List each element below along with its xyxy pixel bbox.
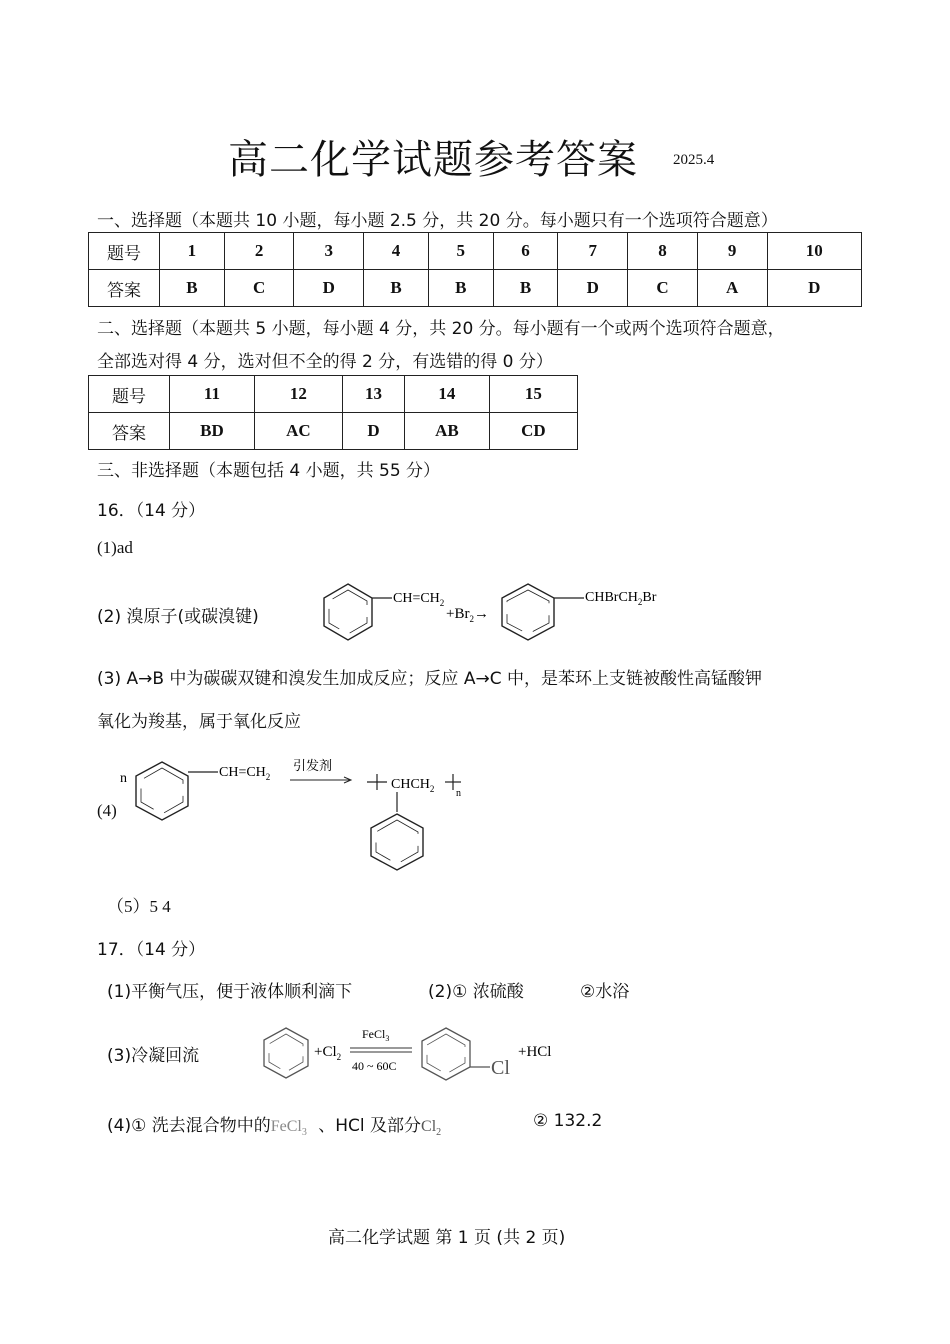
exam-date: 2025.4 bbox=[673, 152, 715, 168]
answer-cell: BD bbox=[170, 413, 255, 450]
q16-answer-2-label: (2) 溴原子(或碳溴键) bbox=[97, 607, 259, 627]
catalyst-label: 引发剂 bbox=[293, 758, 333, 773]
q17-answer-4-2: ② 132.2 bbox=[533, 1111, 603, 1131]
q17-answer-2-2: ②水浴 bbox=[580, 982, 630, 1002]
fecl3-formula: FeCl$_3$ bbox=[270, 1118, 307, 1139]
benzene-ring bbox=[502, 584, 554, 640]
benzene-ring-inner bbox=[269, 1034, 303, 1072]
polymer-chain: $CHCH_2$ bbox=[391, 777, 435, 794]
reactant-chain: $CH=CH_2$ bbox=[393, 591, 445, 608]
temperature-label: 40 ~ 60C bbox=[352, 1059, 397, 1073]
table-row-answers bbox=[89, 270, 862, 307]
cl2-formula: $Cl_2$ bbox=[421, 1118, 442, 1139]
question-number: 12 bbox=[254, 376, 342, 413]
row-label-answer: 答案 bbox=[89, 270, 160, 307]
question-number: 8 bbox=[628, 233, 698, 270]
answer-cell: D bbox=[342, 413, 404, 450]
q16-answer-1: (1)ad bbox=[97, 538, 133, 557]
section2-heading-line1: 二、选择题（本题共 5 小题，每小题 4 分，共 20 分。每小题有一个或两个选项符合题意， bbox=[97, 319, 785, 339]
answer-cell: AB bbox=[404, 413, 489, 450]
answer-cell: D bbox=[767, 270, 862, 307]
benzene-ring-inner bbox=[141, 768, 183, 814]
section2-heading-line2: 全部选对得 4 分，选对但不全的得 2 分，有选错的得 0 分） bbox=[97, 352, 553, 372]
answer-cell: D bbox=[558, 270, 628, 307]
answer-cell: CD bbox=[489, 413, 577, 450]
product-chain: CHBrCH$_2$Br bbox=[585, 590, 657, 607]
q16-header: 16．（14 分） bbox=[97, 501, 206, 521]
benzene-ring-inner bbox=[376, 820, 418, 864]
question-number: 14 bbox=[404, 376, 489, 413]
q17-answer-1: (1)平衡气压，便于液体顺利滴下 bbox=[107, 982, 353, 1002]
table-row-questions bbox=[89, 233, 862, 270]
row-label-question: 题号 bbox=[89, 233, 160, 270]
question-number: 10 bbox=[767, 233, 862, 270]
answer-cell: A bbox=[697, 270, 767, 307]
question-number: 1 bbox=[160, 233, 225, 270]
q17-answer-4-1 bbox=[107, 1111, 441, 1138]
benzene-ring bbox=[371, 814, 423, 870]
q17-header: 17．（14 分） bbox=[97, 940, 206, 960]
q16-answer-3-line2: 氧化为羧基，属于氧化反应 bbox=[97, 712, 301, 732]
benzene-ring-inner bbox=[329, 590, 367, 634]
row-label-question: 题号 bbox=[89, 376, 170, 413]
q16-answer-5: （5）5 4 bbox=[107, 897, 171, 916]
section1-heading: 一、选择题（本题共 10 小题，每小题 2.5 分，共 20 分。每小题只有一个选项符合题意） bbox=[97, 211, 778, 231]
catalyst-label: FeCl$_3$ bbox=[362, 1027, 390, 1043]
question-number: 9 bbox=[697, 233, 767, 270]
answer-cell: B bbox=[493, 270, 558, 307]
q16-polymerization-equation bbox=[115, 752, 485, 880]
q16-answer-3-line1: (3) A→B 中为碳碳双键和溴发生加成反应；反应 A→C 中，是苯环上支链被酸性高锰酸钾 bbox=[97, 669, 762, 689]
answer-cell: B bbox=[160, 270, 225, 307]
answer-cell: B bbox=[364, 270, 429, 307]
q17-answer-3-label: (3)冷凝回流 bbox=[107, 1046, 200, 1066]
table-row-questions bbox=[89, 376, 578, 413]
q17-chlorination-equation bbox=[258, 1022, 578, 1084]
table-row-answers bbox=[89, 413, 578, 450]
q17-answer-2-1: (2)① 浓硫酸 bbox=[428, 982, 524, 1002]
question-number: 5 bbox=[428, 233, 493, 270]
question-number: 15 bbox=[489, 376, 577, 413]
benzene-ring bbox=[324, 584, 372, 640]
q17-answer-4-text: (4)① 洗去混合物中的 bbox=[107, 1116, 271, 1136]
question-number: 6 bbox=[493, 233, 558, 270]
page-title: 高二化学试题参考答案 bbox=[228, 137, 638, 183]
hcl-product: +HCl bbox=[518, 1044, 552, 1060]
question-number: 2 bbox=[224, 233, 294, 270]
question-number: 13 bbox=[342, 376, 404, 413]
benzene-ring bbox=[422, 1028, 470, 1080]
coefficient-n: n bbox=[120, 771, 127, 786]
benzene-ring-inner bbox=[507, 590, 549, 634]
question-number: 7 bbox=[558, 233, 628, 270]
page-footer: 高二化学试题 第 1 页 (共 2 页) bbox=[328, 1228, 566, 1248]
answer-cell: C bbox=[224, 270, 294, 307]
polymer-n: n bbox=[456, 788, 461, 799]
question-number: 11 bbox=[170, 376, 255, 413]
benzene-ring bbox=[264, 1028, 308, 1078]
question-number: 4 bbox=[364, 233, 429, 270]
q16-answer-4-label: (4) bbox=[97, 801, 117, 820]
row-label-answer: 答案 bbox=[89, 413, 170, 450]
bromine-reagent: $+Br_2\to$ bbox=[446, 606, 489, 624]
section3-heading: 三、非选择题（本题包括 4 小题，共 55 分） bbox=[97, 461, 441, 481]
section2-answer-table bbox=[88, 375, 578, 450]
answer-cell: C bbox=[628, 270, 698, 307]
answer-cell: B bbox=[428, 270, 493, 307]
q16-bromination-equation bbox=[318, 578, 678, 648]
product-chlorine: Cl bbox=[491, 1057, 510, 1079]
benzene-ring bbox=[136, 762, 188, 820]
question-number: 3 bbox=[294, 233, 364, 270]
section1-answer-table bbox=[88, 232, 862, 307]
answer-cell: AC bbox=[254, 413, 342, 450]
q17-answer-4-text-2: 、HCl 及部分 bbox=[318, 1116, 422, 1136]
monomer-chain: $CH=CH_2$ bbox=[219, 765, 271, 782]
benzene-ring-inner bbox=[427, 1034, 465, 1074]
chlorine-reagent: $+Cl_2$ bbox=[314, 1044, 342, 1062]
answer-cell: D bbox=[294, 270, 364, 307]
